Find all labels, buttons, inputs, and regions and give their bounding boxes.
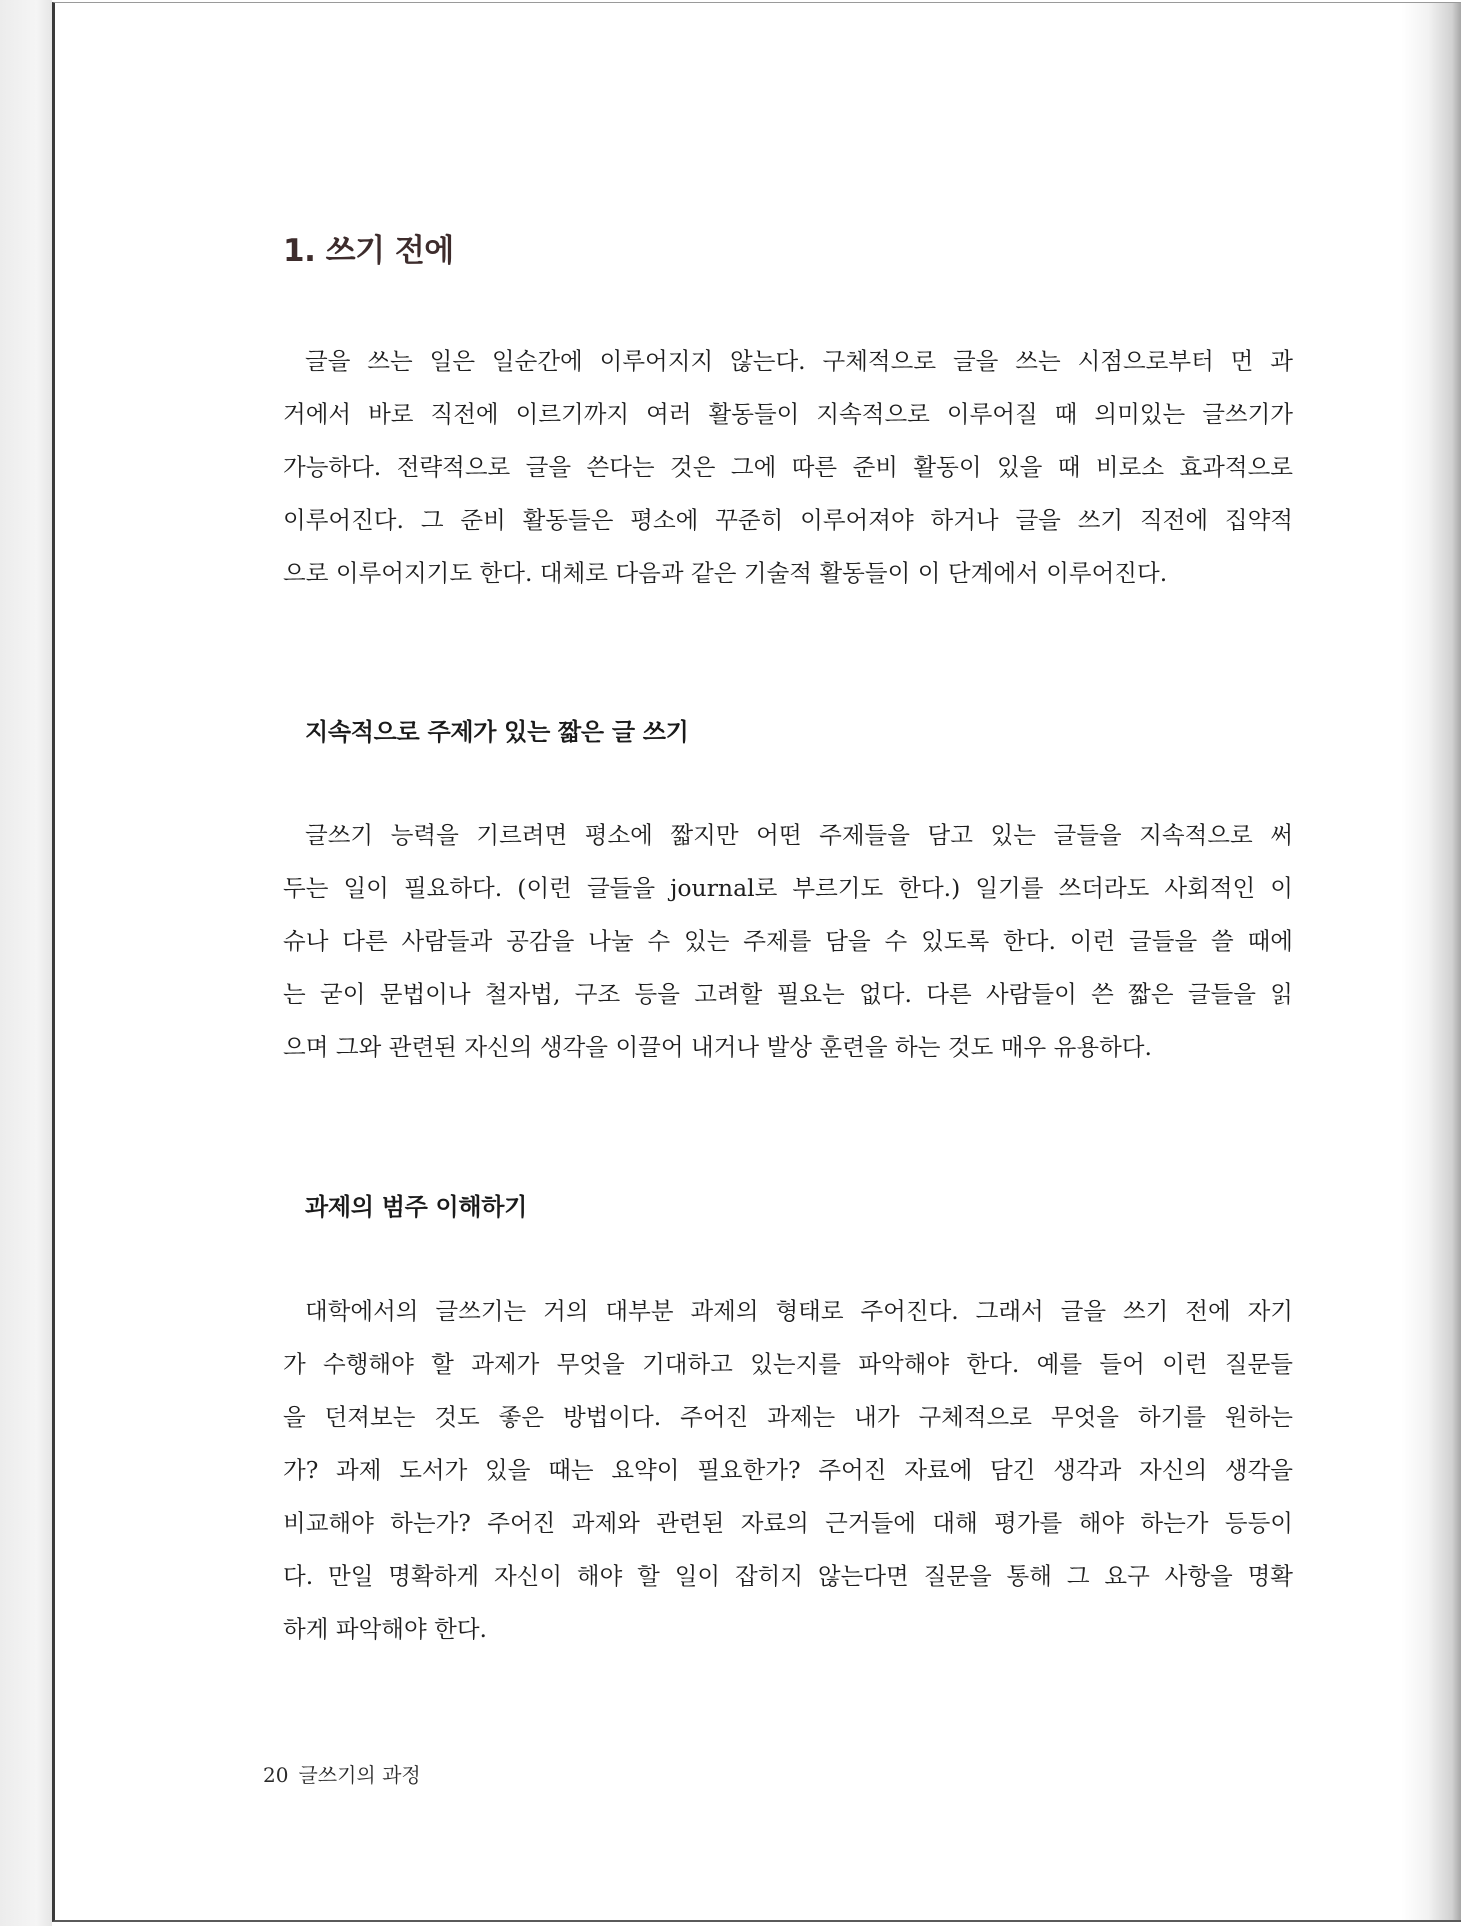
paragraph-line: 두는 일이 필요하다. (이런 글들을 journal로 부르기도 한다.) 일기를 쓰더라도 사회적인 이 bbox=[283, 874, 1293, 902]
paragraph-line: 가능하다. 전략적으로 글을 쓴다는 것은 그에 따른 준비 활동이 있을 때 비로소 효과적으로 bbox=[283, 453, 1293, 481]
scan-backdrop bbox=[0, 0, 52, 1926]
chapter-title: 1. 쓰기 전에 bbox=[283, 233, 454, 269]
paragraph-line: 을 던져보는 것도 좋은 방법이다. 주어진 과제는 내가 구체적으로 무엇을 하기를 원하는 bbox=[283, 1403, 1293, 1431]
page-number: 20 bbox=[263, 1763, 289, 1787]
paragraph-line: 글을 쓰는 일은 일순간에 이루어지지 않는다. 구체적으로 글을 쓰는 시점으로부터 먼 과 bbox=[305, 347, 1293, 375]
paragraph-line: 가? 과제 도서가 있을 때는 요약이 필요한가? 주어진 자료에 담긴 생각과 자신의 생각을 bbox=[283, 1456, 1293, 1484]
section-heading-journal: 지속적으로 주제가 있는 짧은 글 쓰기 bbox=[305, 718, 689, 746]
paragraph-line: 하게 파악해야 한다. bbox=[283, 1615, 488, 1643]
page-gutter-shadow bbox=[1401, 3, 1461, 1920]
paragraph-line: 가 수행해야 할 과제가 무엇을 기대하고 있는지를 파악해야 한다. 예를 들어 이런 질문들 bbox=[283, 1350, 1293, 1378]
paragraph-line: 비교해야 하는가? 주어진 과제와 관련된 자료의 근거들에 대해 평가를 해야 하는가 등등이 bbox=[283, 1509, 1293, 1537]
page-footer bbox=[263, 1759, 421, 1788]
intro-paragraph bbox=[283, 335, 1293, 600]
paragraph-line: 다. 만일 명확하게 자신이 해야 할 일이 잡히지 않는다면 질문을 통해 그 요구 사항을 명확 bbox=[283, 1562, 1293, 1590]
paragraph-line: 거에서 바로 직전에 이르기까지 여러 활동들이 지속적으로 이루어질 때 의미있는 글쓰기가 bbox=[283, 400, 1293, 428]
section-heading-assignment: 과제의 범주 이해하기 bbox=[305, 1193, 528, 1221]
paragraph-line: 는 굳이 문법이나 철자법, 구조 등을 고려할 필요는 없다. 다른 사람들이 쓴 짧은 글들을 읽 bbox=[283, 980, 1293, 1008]
running-title: 글쓰기의 과정 bbox=[298, 1763, 421, 1787]
paragraph-line: 으로 이루어지기도 한다. 대체로 다음과 같은 기술적 활동들이 이 단계에서 이루어진다. bbox=[283, 559, 1168, 587]
paragraph-line: 글쓰기 능력을 기르려면 평소에 짧지만 어떤 주제들을 담고 있는 글들을 지속적으로 써 bbox=[305, 821, 1293, 849]
paragraph-line: 대학에서의 글쓰기는 거의 대부분 과제의 형태로 주어진다. 그래서 글을 쓰기 전에 자기 bbox=[305, 1297, 1293, 1325]
assignment-paragraph bbox=[283, 1285, 1293, 1656]
journal-paragraph bbox=[283, 809, 1293, 1074]
paragraph-line: 이루어진다. 그 준비 활동들은 평소에 꾸준히 이루어져야 하거나 글을 쓰기 직전에 집약적 bbox=[283, 506, 1293, 534]
paragraph-line: 슈나 다른 사람들과 공감을 나눌 수 있는 주제를 담을 수 있도록 한다. 이런 글들을 쓸 때에 bbox=[283, 927, 1293, 955]
paragraph-line: 으며 그와 관련된 자신의 생각을 이끌어 내거나 발상 훈련을 하는 것도 매우 유용하다. bbox=[283, 1033, 1152, 1061]
book-page bbox=[52, 2, 1461, 1922]
